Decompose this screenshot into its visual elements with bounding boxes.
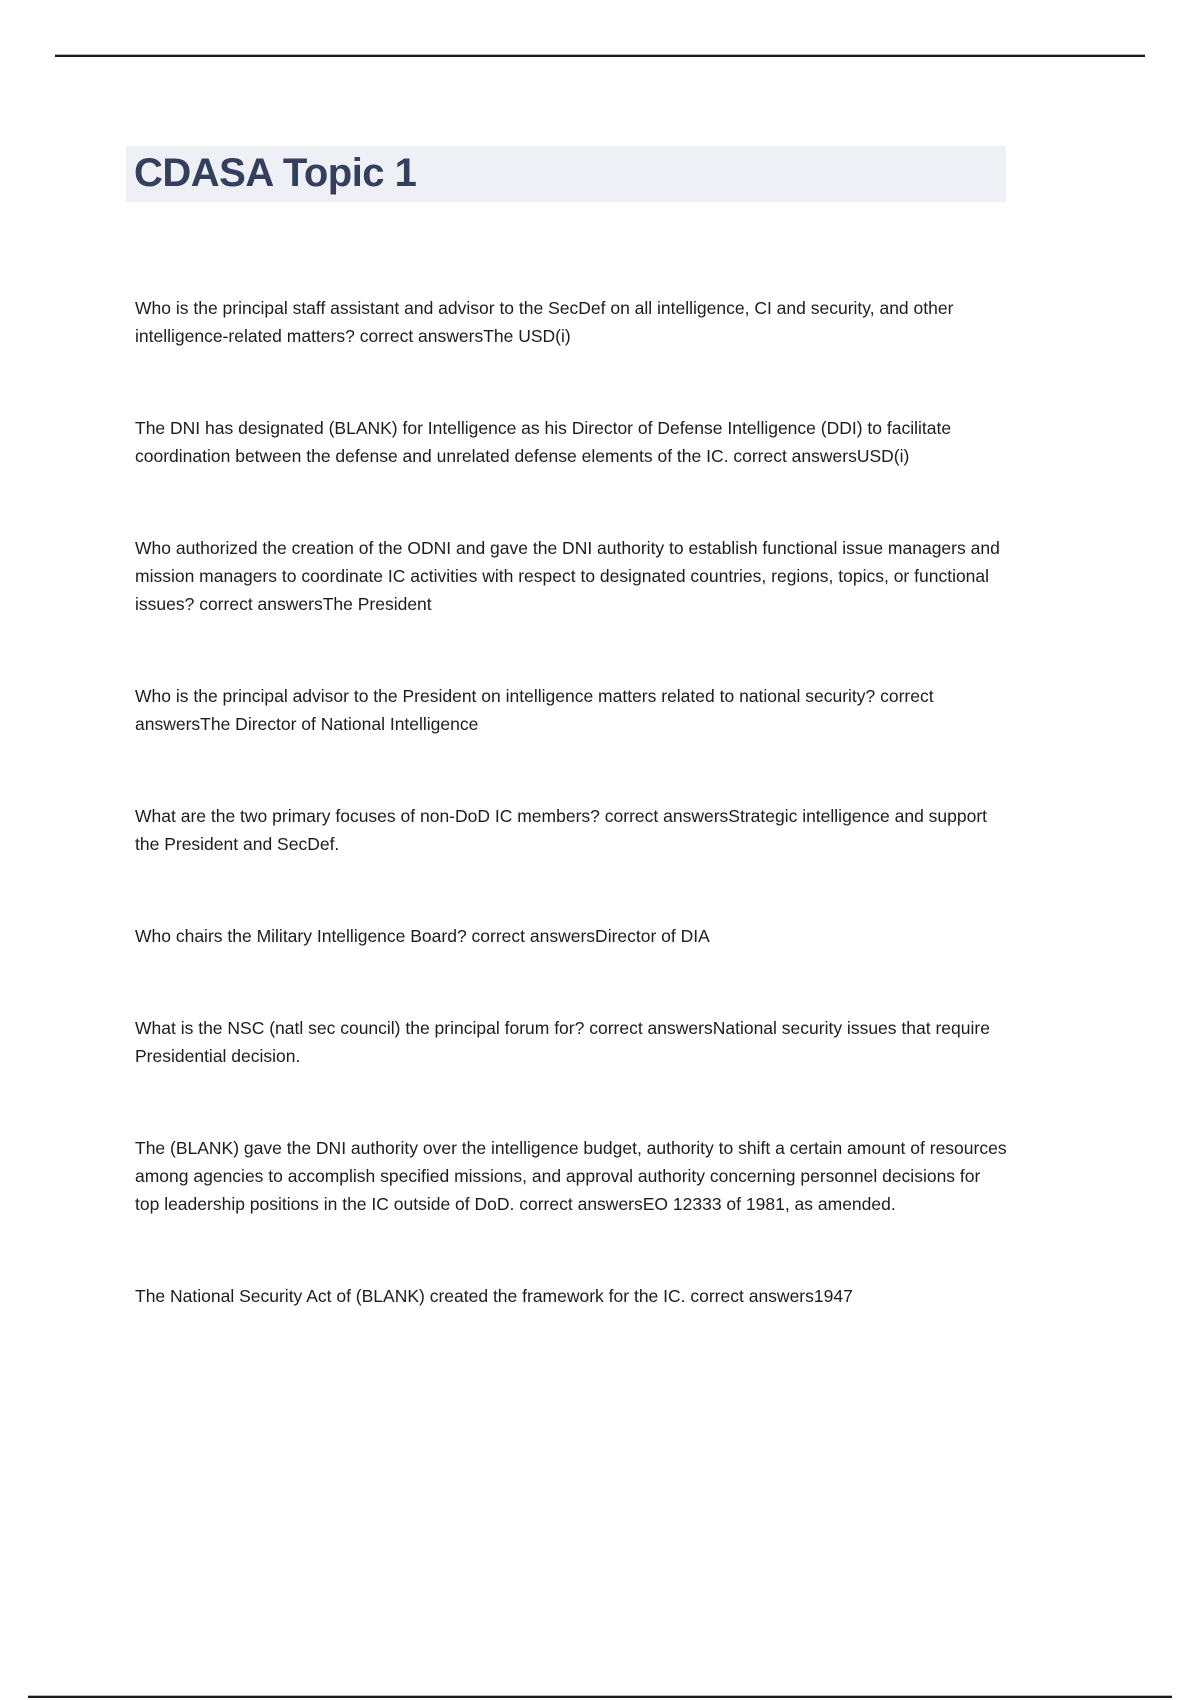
top-horizontal-rule: [55, 54, 1145, 57]
bottom-horizontal-rule: [28, 1695, 1172, 1698]
qa-paragraph: Who authorized the creation of the ODNI and gave the DNI authority to establish functional issue managers and mission managers to coordinate IC activities with respect to designated countries, regions, topics, or functional issues? correct answersThe President: [135, 538, 1000, 614]
qa-content: [135, 294, 1007, 1310]
qa-paragraph: Who is the principal staff assistant and advisor to the SecDef on all intelligence, CI and security, and other intelligence-related matters? correct answersThe USD(i): [135, 298, 954, 346]
qa-paragraph: The DNI has designated (BLANK) for Intelligence as his Director of Defense Intelligence (DDI) to facilitate coordination between the defense and unrelated defense elements of the IC. correct answersUSD(i): [135, 418, 952, 466]
qa-paragraph: Who chairs the Military Intelligence Board? correct answersDirector of DIA: [135, 926, 710, 946]
title-highlight-block: [126, 146, 1006, 202]
qa-paragraph: What are the two primary focuses of non-DoD IC members? correct answersStrategic intelligence and support the President and SecDef.: [135, 806, 988, 854]
page-title: CDASA Topic 1: [134, 151, 417, 195]
qa-paragraph: The National Security Act of (BLANK) created the framework for the IC. correct answers1947: [135, 1286, 853, 1306]
qa-paragraph: What is the NSC (natl sec council) the principal forum for? correct answersNational security issues that require Presidential decision.: [135, 1018, 990, 1066]
qa-paragraph: The (BLANK) gave the DNI authority over the intelligence budget, authority to shift a certain amount of resources among agencies to accomplish specified missions, and approval authority concerning personnel decisions for top leadership positions in the IC outside of DoD. correct answersEO 12333 of 1981, as amended.: [135, 1138, 1007, 1214]
qa-paragraph: Who is the principal advisor to the President on intelligence matters related to national security? correct answersThe Director of National Intelligence: [135, 686, 934, 734]
